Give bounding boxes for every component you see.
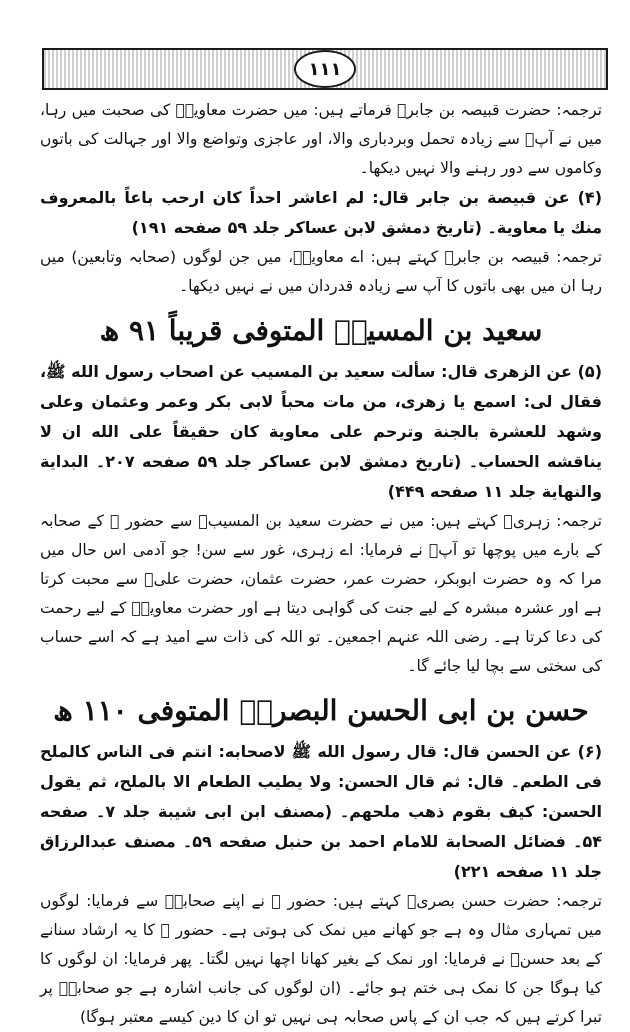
arabic-narration-paragraph: (۴) عن قبیصة بن جابر قال: لم اعاشر احداً کان ارحب باعاً بالمعروف منك یا معاویة۔ (تاریخ دمشق لابن عساکر جلد ۵۹ صفحه ۱۹۱) — [40, 188, 602, 237]
arabic-narration-paragraph: (۶) عن الحسن قال: قال رسول الله ﷺ لاصحابه: انتم فی الناس کالملح فی الطعم۔ قال: ثم قال الحسن: ولا یطیب الطعام الا بالملح، ثم یقول الحسن: کیف بقوم ذهب ملحهم۔ (مصنف ابن ابی شیبة جلد ۷۔ صفحه ۵۴۔ فضائل الصحابة للامام احمد بن حنبل صفحه ۵۹۔ مصنف عبدالرزاق جلد ۱۱ صفحه ۲۲۱) — [40, 742, 603, 881]
urdu-translation-paragraph: ترجمہ: حضرت حسن بصریؒ کہتے ہیں: حضور ﷺ نے اپنے صحابہؓ سے فرمایا: لوگوں میں تمہاری مثال وہ ہے جو کھانے میں نمک کی ہوتی ہے۔ حضور ﷺ کا یہ ارشاد سنانے کے بعد حسنؒ نے فرمایا: اور نمک کے بغیر کھانا اچھا نہیں لگتا۔ پھر فرمایا: ان لوگوں کا کیا ہوگا جن کا نمک ہی ختم ہو جائے۔ (ان لوگوں کی جانب اشارہ ہے جو صحابہؓ پر تبرا کرتے ہیں کہ جب ان کے پاس صحابہ ہی نہیں تو ان کا دین کیسے معتبر ہوگا) — [40, 892, 602, 1026]
page-header-band — [42, 48, 608, 90]
urdu-translation-paragraph: ترجمہ: قبیصہ بن جابرؓ کہتے ہیں: اے معاویہؓ، میں جن لوگوں (صحابہ وتابعین) میں رہا ان میں بھی باتوں کا آپ سے زیادہ قدردان میں نے نہیں دیکھا۔ — [40, 248, 602, 295]
urdu-translation-paragraph: ترجمہ: حضرت قبیصہ بن جابرؓ فرماتے ہیں: میں حضرت معاویہؓ کی صحبت میں رہا، میں نے آپؓ سے زیادہ تحمل وبردباری والا، اور عاجزی وتواضع والا اور جہالت کی باتوں وکاموں سے دور رہنے والا نہیں دیکھا۔ — [40, 101, 602, 177]
page-content — [40, 96, 602, 1032]
arabic-narration-paragraph: (۵) عن الزهری قال: سألت سعید بن المسیب عن اصحاب رسول الله ﷺ، فقال لی: اسمع یا زهری، من مات محباً لابی بکر وعمر وعثمان وعلی وشهد للعشرة بالجنة وترحم علی معاویة کان حقیقاً علی الله ان لا یناقشه الحساب۔ (تاریخ دمشق لابن عساکر جلد ۵۹ صفحه ۲۰۷۔ البدایة والنهایة جلد ۱۱ صفحه ۴۴۹) — [40, 362, 603, 501]
urdu-translation-paragraph: ترجمہ: زہریؒ کہتے ہیں: میں نے حضرت سعید بن المسیبؒ سے حضور ﷺ کے صحابہ کے بارے میں پوچھا تو آپؒ نے فرمایا: اے زہری، غور سے سن! جو آدمی اس حال میں مرا کہ وہ حضرت ابوبکر، حضرت عمر، حضرت عثمان، حضرت علیؓ سے محبت کرتا ہے اور عشرہ مبشرہ کے لیے جنت کی گواہی دیتا ہے اور حضرت معاویہؓ کے لیے رحمت کی دعا کرتا ہے۔ رضی اللہ عنہم اجمعین۔ تو اللہ کی ذات سے امید ہے کہ اسے حساب کی سختی سے بچا لیا جائے گا۔ — [40, 512, 602, 675]
section-heading: سعید بن المسیبؒ المتوفی قریباً ۹۱ ھ — [99, 314, 543, 347]
page-number: ١١١ — [294, 50, 356, 88]
section-heading: حسن بن ابی الحسن البصریؒ المتوفی ۱۱۰ ھ — [53, 694, 589, 727]
